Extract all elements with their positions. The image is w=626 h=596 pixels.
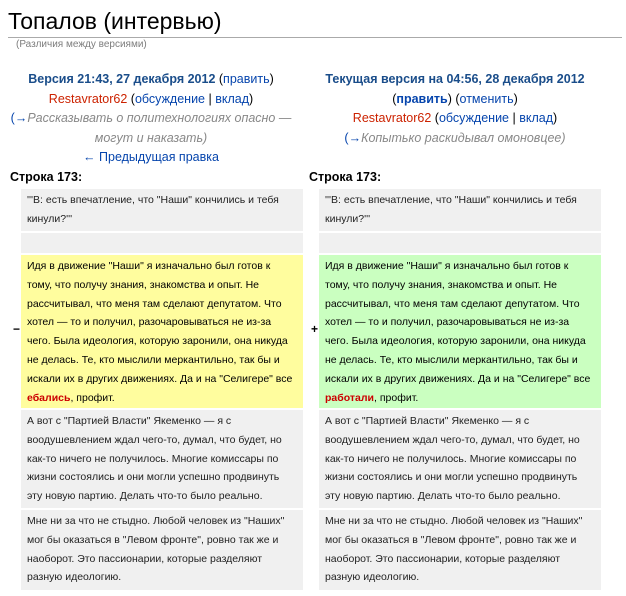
current-revision-header	[310, 70, 600, 148]
deleted-word: ебались	[27, 391, 71, 404]
old-talk-link[interactable]: обсуждение	[134, 91, 206, 106]
paren: )	[203, 130, 208, 145]
current-talk-link[interactable]: обсуждение	[438, 111, 510, 125]
section-arrow-link[interactable]: (→	[10, 111, 28, 125]
changed-text-suffix: , профит.	[70, 391, 115, 404]
current-user-line	[310, 109, 600, 129]
undo-link[interactable]: отменить	[459, 91, 514, 106]
changed-text-prefix: Идя в движение "Наши" я изначально был готов к тому, что получу знания, знакомства и опыт. Не рассчитывал, что меня там сделают депутатом. Что хотел — то и получил, разочаровываться не из-за чего. Была идеология, которую заронили, она никуда не делась. Те, кто мыслили меркантильно, так бы и искали их в других движениях. Да и на "Селигере" все	[325, 260, 591, 385]
old-summary-text: Рассказывать о политехнологиях опасно — могут и наказать	[27, 111, 292, 145]
current-user-link[interactable]: Restavrator62	[352, 111, 432, 125]
paren: )	[269, 72, 274, 86]
paren: (	[215, 72, 224, 86]
old-revision-link[interactable]: Версия 21:43, 27 декабря 2012	[28, 72, 216, 86]
old-edit-summary	[10, 109, 292, 148]
previous-edit-link[interactable]: ← Предыдущая правка	[83, 150, 219, 164]
separator: |	[509, 111, 520, 125]
changed-text-suffix: , профит.	[374, 391, 419, 404]
paren: )	[561, 130, 566, 145]
paren: )	[553, 111, 558, 125]
new-context-cell: Мне ни за что не стыдно. Любой человек из "Наших" мог бы оказаться в "Левом фронте", ровно так же и наоборот. Это пассионарии, которые разделяют разную идеологию.	[319, 510, 601, 590]
paren: (	[431, 111, 439, 125]
deleted-line-cell	[21, 255, 303, 408]
old-empty-context-cell	[21, 233, 303, 253]
current-edit-link[interactable]: править	[396, 91, 448, 106]
new-empty-context-cell	[319, 233, 601, 253]
paren: (	[392, 91, 397, 106]
paren: ) (	[447, 91, 460, 106]
old-user-line	[10, 90, 292, 110]
old-line-number: Строка 173:	[10, 170, 83, 184]
new-context-cell: '''В: есть впечатление, что "Наши" кончились и тебя кинули?'''	[319, 189, 601, 231]
old-context-cell: А вот с "Партией Власти" Якеменко — я с воодушевлением ждал чего-то, думал, что будет, но как-то ничего не получилось. Многие комиссары по жизни состоялись и они могли успешно продвинуть эту новую партию. Делать что-то было реально.	[21, 410, 303, 508]
prev-edit-line	[10, 148, 292, 168]
new-context-cell: А вот с "Партией Власти" Якеменко — я с воодушевлением ждал чего-то, думал, что будет, но как-то ничего не получилось. Многие комиссары по жизни состоялись и они могли успешно продвинуть эту новую партию. Делать что-то было реально.	[319, 410, 601, 508]
old-revision-title-line	[10, 70, 292, 90]
current-edit-summary	[310, 129, 600, 149]
current-revision-title-line	[310, 70, 600, 90]
added-line-marker: +	[311, 322, 319, 336]
old-revision-header	[10, 70, 292, 168]
added-word: работали	[325, 391, 374, 404]
page-title: Топалов (интервью)	[8, 8, 222, 34]
paren: (	[127, 91, 135, 106]
old-context-cell: '''В: есть впечатление, что "Наши" кончились и тебя кинули?'''	[21, 189, 303, 231]
deleted-line-marker: −	[13, 322, 21, 336]
current-contrib-link[interactable]: вклад	[519, 111, 554, 125]
section-arrow-link[interactable]: (→	[344, 130, 362, 145]
title-divider	[8, 37, 622, 38]
changed-text-prefix: Идя в движение "Наши" я изначально был готов к тому, что получу знания, знакомства и опыт. Не рассчитывал, что меня там сделают депутатом. Что хотел — то и получил, разочаровываться не из-за чего. Была идеология, которую заронили, она никуда не делась. Те, кто мыслили меркантильно, так бы и искали их в других движениях. Да и на "Селигере" все	[27, 260, 293, 385]
current-summary-text: Копытько раскидывал омоновцее	[361, 130, 562, 145]
old-context-cell: Мне ни за что не стыдно. Любой человек из "Наших" мог бы оказаться в "Левом фронте", ровно так же и наоборот. Это пассионарии, которые разделяют разную идеологию.	[21, 510, 303, 590]
current-actions-line	[310, 90, 600, 110]
paren: )	[249, 91, 254, 106]
old-user-link[interactable]: Restavrator62	[48, 91, 128, 106]
separator: |	[205, 91, 216, 106]
new-line-number: Строка 173:	[309, 170, 382, 184]
page-subtitle: (Различия между версиями)	[16, 39, 147, 50]
old-contrib-link[interactable]: вклад	[215, 91, 250, 106]
old-edit-link[interactable]: править	[223, 72, 270, 86]
current-revision-link[interactable]: Текущая версия на 04:56, 28 декабря 2012	[325, 72, 585, 86]
paren: )	[513, 91, 518, 106]
added-line-cell	[319, 255, 601, 408]
